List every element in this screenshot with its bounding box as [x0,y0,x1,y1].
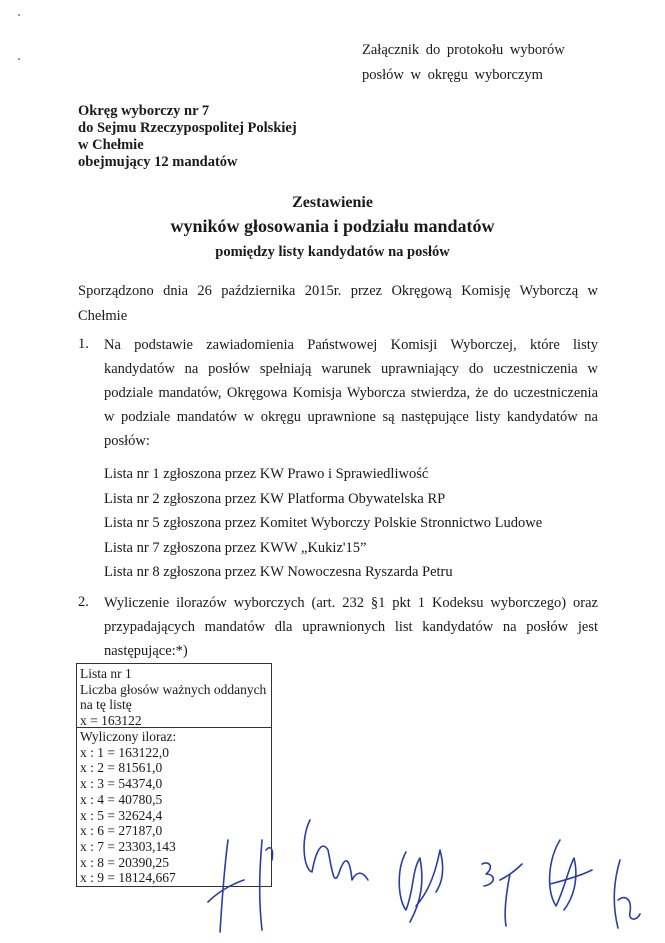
scan-speck [18,58,20,60]
votes-value: x = 163122 [80,713,142,729]
quotient-row: x : 1 = 163122,0 [80,744,169,760]
district-header [78,103,297,171]
list-item: Lista nr 5 zgłoszona przez Komitet Wyborczy Polskie Stronnictwo Ludowe [104,515,543,531]
district-line: Okręg wyborczy nr 7 [78,103,210,119]
district-line: do Sejmu Rzeczypospolitej Polskiej [78,120,297,136]
signature-3 [304,820,368,880]
signature-6 [550,840,592,910]
section-2-text: Wyliczenie ilorazów wyborczych (art. 232 §1 pkt 1 Kodeksu wyborczego) oraz przypadających mandatów dla uprawnionych list kandydatów na posłów jest następujące:*) [104,595,598,659]
signatures [200,810,660,940]
list-item: Lista nr 7 zgłoszona przez KWW „Kukiz'15” [104,539,367,556]
quotient-row: x : 5 = 32624,4 [80,807,163,823]
quotient-row: x : 9 = 18124,667 [80,870,176,886]
list-item: Lista nr 1 zgłoszona przez KW Prawo i Sprawiedliwość [104,466,429,482]
section-1-number: 1. [78,336,89,352]
quotient-row: x : 2 = 81561,0 [80,760,163,776]
quotient-row: x : 6 = 27187,0 [80,823,163,839]
signature-4 [399,850,442,922]
scan-speck [18,14,20,16]
signature-1 [208,840,244,932]
list-item: Lista nr 2 zgłoszona przez KW Platforma Obywatelska RP [104,490,446,507]
made-by-paragraph: Sporządzono dnia 26 października 2015r. przez Okręgową Komisję Wyborczą w Chełmie [78,283,598,324]
section-2-number: 2. [78,594,89,610]
section-1-text: Na podstawie zawiadomienia Państwowej Komisji Wyborczej, które listy kandydatów na posłów spełniają warunek uprawniający do uczestniczenia w podziale mandatów, Okręgowa Komisja Wyborcza stwierdza, że do uczestniczenia w podziale mandatów w okręgu uprawnione są następujące listy kandydatów na posłów: [104,337,598,449]
list-item: Lista nr 8 zgłoszona przez KW Nowoczesna Ryszarda Petru [104,564,453,580]
votes-label: na tę listę [80,697,132,713]
district-line: w Chełmie [78,137,144,153]
signature-2 [260,840,273,930]
attachment-line: posłów w okręgu wyborczym [362,67,543,83]
list-label: Lista nr 1 [80,666,132,681]
quotient-row: x : 4 = 40780,5 [80,791,163,807]
document-subtitle: wyników głosowania i podziału mandatów [170,216,495,236]
votes-cell [77,664,271,728]
quotient-row: x : 8 = 20390,25 [80,854,169,870]
quotient-row: x : 7 = 23303,143 [80,838,176,854]
attachment-line: Załącznik do protokołu wyborów [362,42,565,58]
signature-7 [614,860,640,928]
quotient-label: Wyliczony iloraz: [80,729,177,744]
attachment-note [362,38,565,88]
district-line: obejmujący 12 mandatów [78,154,238,170]
signature-5 [482,863,522,926]
document-title: Zestawienie [292,194,373,211]
votes-label: Liczba głosów ważnych oddanych [80,681,267,697]
document-subtitle-2: pomiędzy listy kandydatów na posłów [215,244,450,260]
eligible-lists [104,462,542,585]
quotient-row: x : 3 = 54374,0 [80,776,163,792]
